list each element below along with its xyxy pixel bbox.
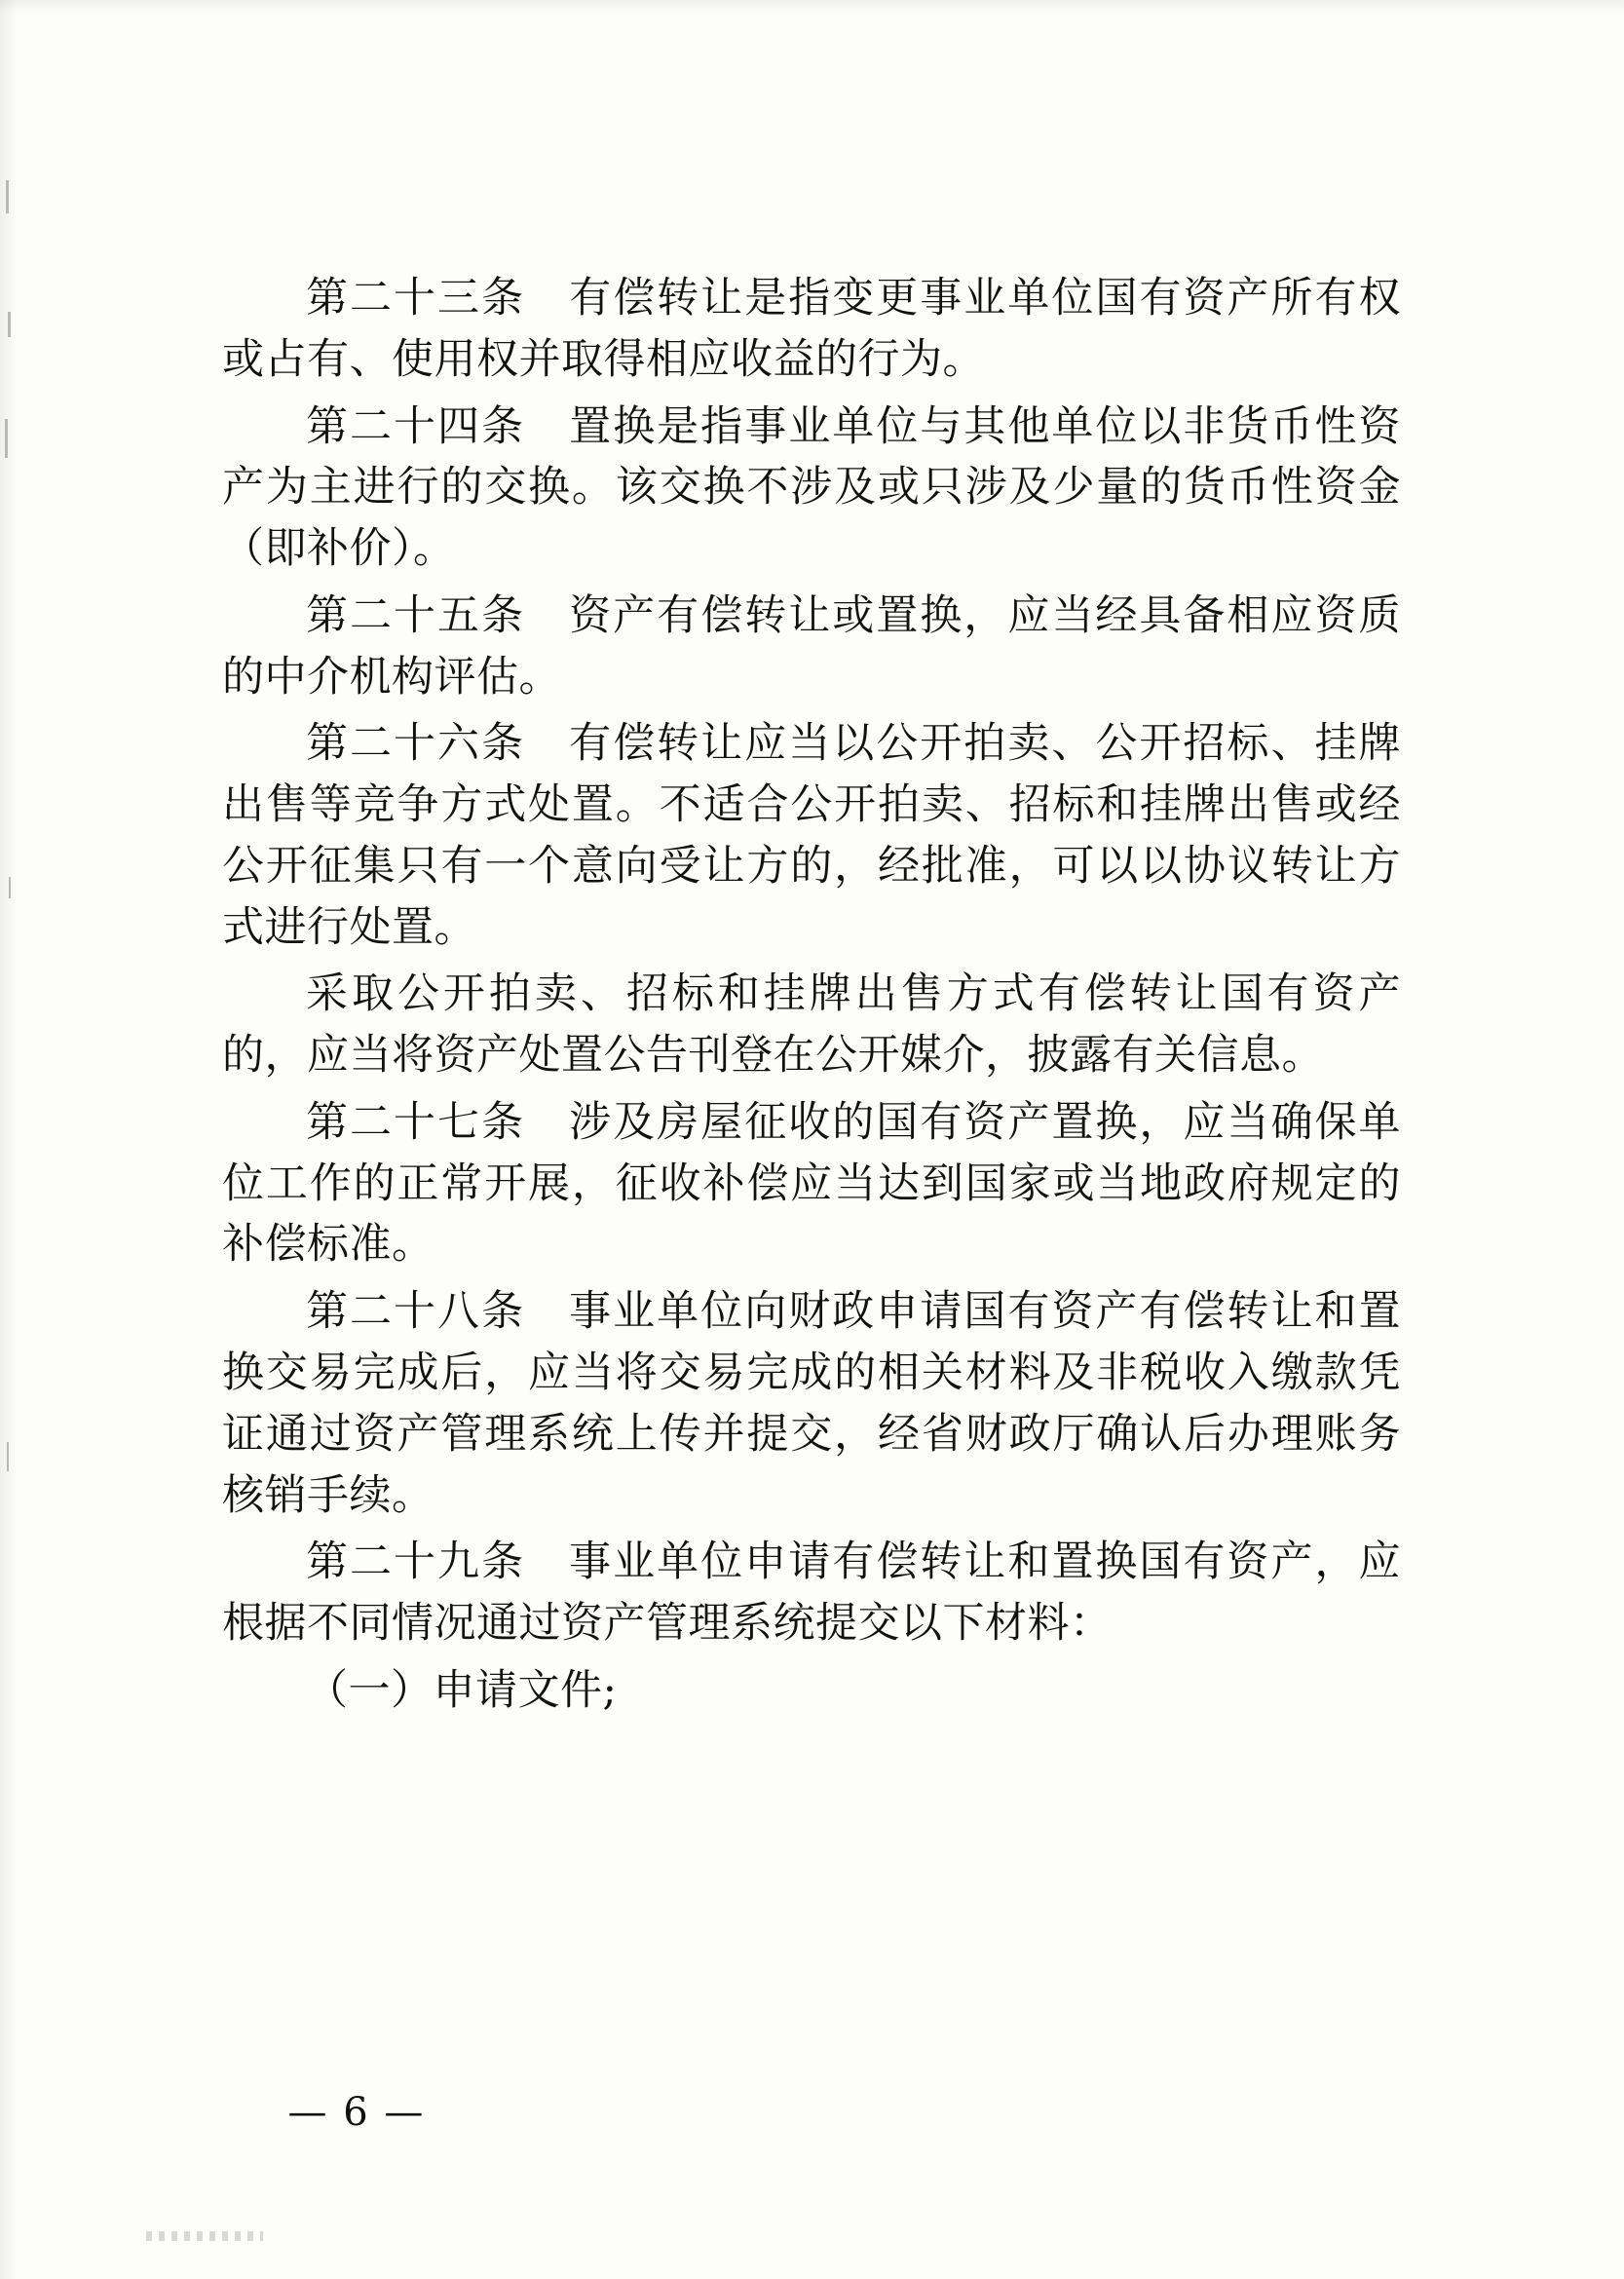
scan-speck: [5, 419, 8, 458]
document-body: [222, 268, 1401, 1728]
paragraph-article-24: 第二十四条 置换是指事业单位与其他单位以非货币性资产为主进行的交换。该交换不涉及或只涉及少量的货币性资金（即补价）。: [222, 401, 1401, 574]
scan-speck: [9, 877, 11, 898]
scan-speck: [7, 1442, 9, 1471]
scan-artifact-footer: [146, 2231, 263, 2241]
paragraph-article-27: 第二十七条 涉及房屋征收的国有资产置换，应当确保单位工作的正常开展，征收补偿应当达到国家或当地政府规定的补偿标准。: [222, 1097, 1401, 1270]
paragraph-article-26: 第二十六条 有偿转让应当以公开拍卖、公开招标、挂牌出售等竞争方式处置。不适合公开拍卖、招标和挂牌出售或经公开征集只有一个意向受让方的，经批准，可以以协议转让方式进行处置。: [222, 719, 1401, 952]
scan-speck: [6, 180, 9, 213]
scan-edge-shadow-left: [0, 0, 18, 2279]
paragraph-item-1: （一）申请文件;: [306, 1665, 618, 1715]
page-number: [0, 2090, 1624, 2135]
paragraph-article-28: 第二十八条 事业单位向财政申请国有资产有偿转让和置换交易完成后，应当将交易完成的相关材料及非税收入缴款凭证通过资产管理系统上传并提交，经省财政厅确认后办理账务核销手续。: [222, 1287, 1401, 1520]
scan-speck: [8, 312, 11, 337]
page-number-text: — 6 —: [287, 2090, 426, 2135]
paragraph-article-26-continued: 采取公开拍卖、招标和挂牌出售方式有偿转让国有资产的，应当将资产处置公告刊登在公开媒介，披露有关信息。: [222, 969, 1401, 1081]
paragraph-article-23: 第二十三条 有偿转让是指变更事业单位国有资产所有权或占有、使用权并取得相应收益的行为。: [222, 274, 1401, 384]
paragraph-article-25: 第二十五条 资产有偿转让或置换，应当经具备相应资质的中介机构评估。: [222, 590, 1401, 702]
paragraph-article-29: 第二十九条 事业单位申请有偿转让和置换国有资产，应根据不同情况通过资产管理系统提交以下材料：: [222, 1538, 1401, 1649]
scan-edge-shadow-top: [0, 0, 1624, 14]
